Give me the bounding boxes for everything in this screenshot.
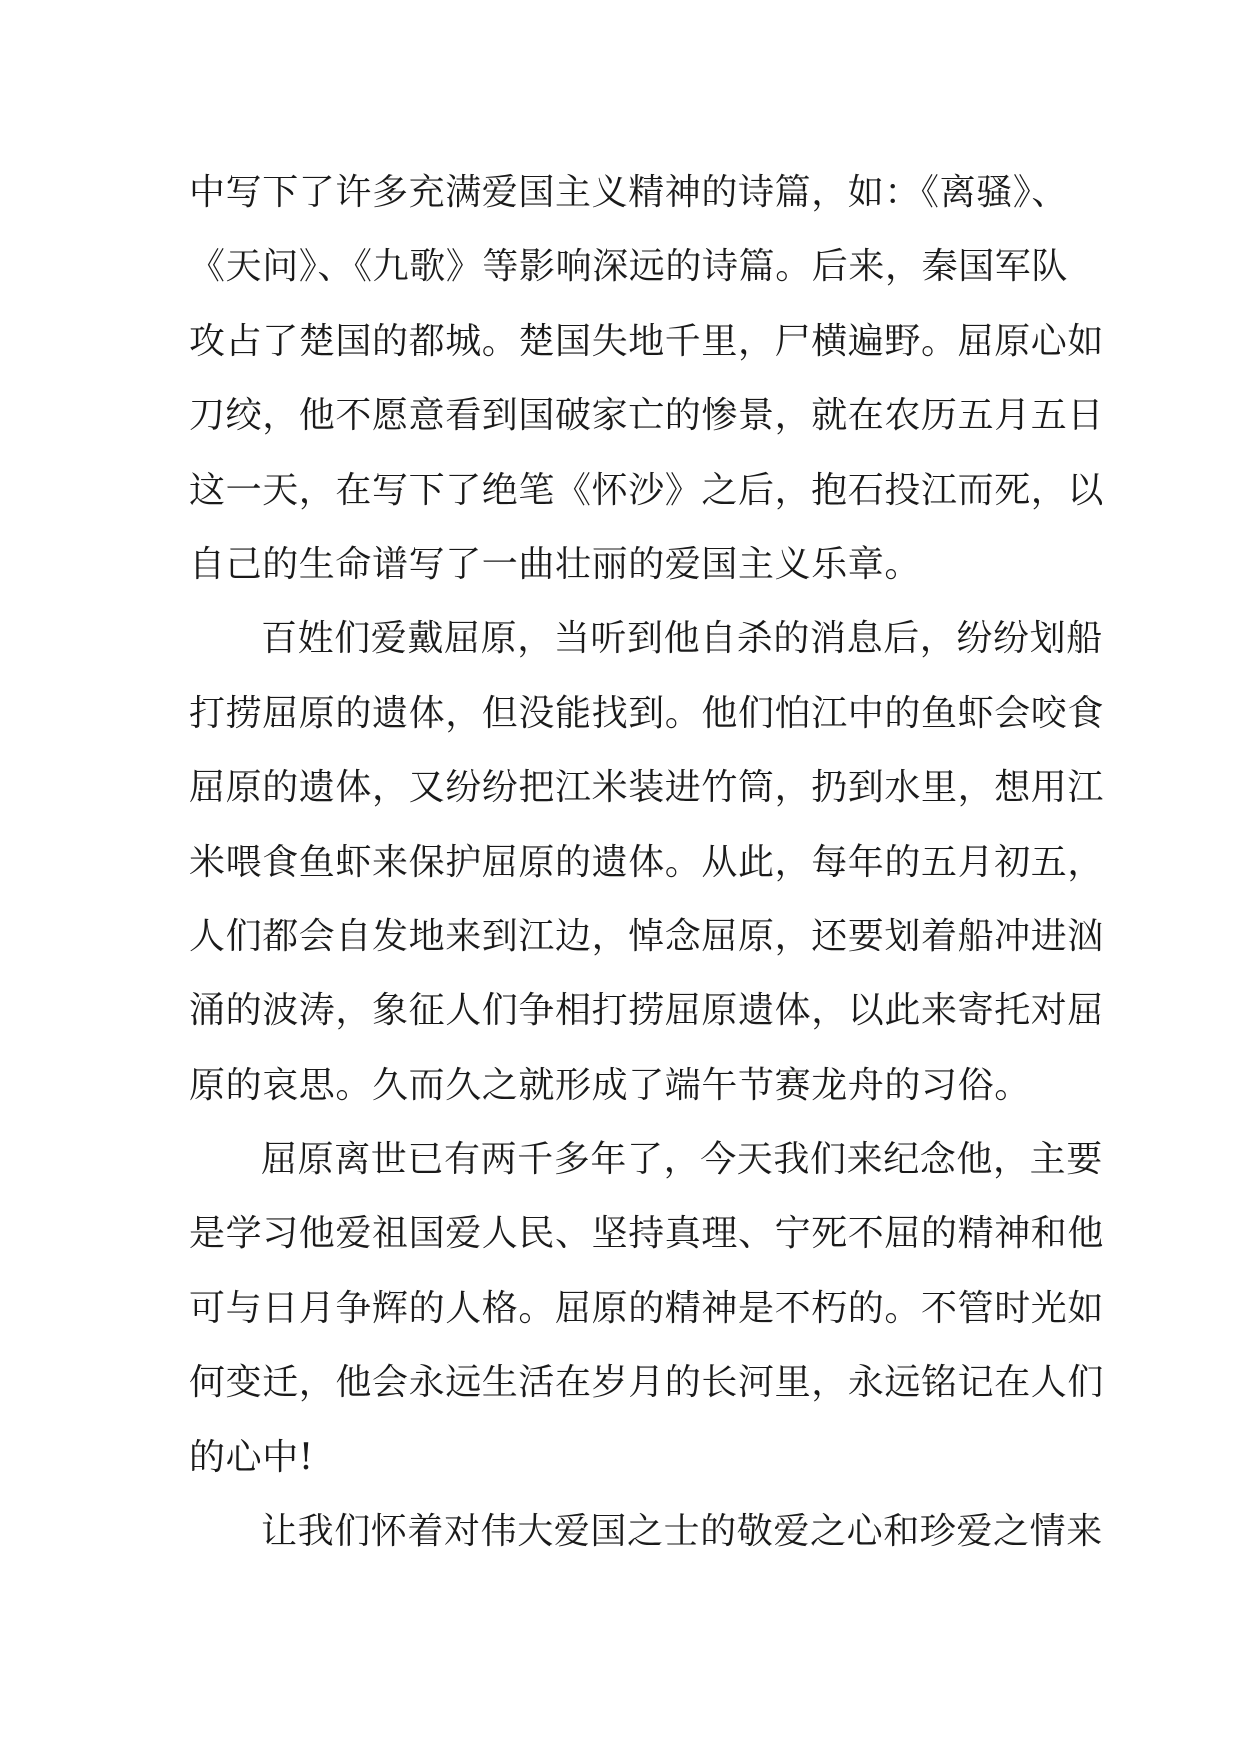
text-line: 中写下了许多充满爱国主义精神的诗篇，如：《离骚》、 bbox=[189, 172, 1069, 213]
text-line: 人们都会自发地来到江边，悼念屈原，还要划着船冲进汹 bbox=[189, 915, 1105, 957]
text-line: 刀绞，他不愿意看到国破家亡的惨景，就在农历五月五日 bbox=[189, 395, 1105, 437]
text-line: 是学习他爱祖国爱人民、坚持真理、宁死不屈的精神和他 bbox=[189, 1213, 1105, 1255]
text-line: 这一天，在写下了绝笔《怀沙》之后，抱石投江而死，以 bbox=[189, 469, 1105, 511]
text-line: 攻占了楚国的都城。楚国失地千里，尸横遍野。屈原心如 bbox=[189, 320, 1105, 362]
paragraph-start-line: 百姓们爱戴屈原，当听到他自杀的消息后，纷纷划船 bbox=[261, 618, 1103, 660]
body-text bbox=[189, 156, 1105, 1569]
text-line: 自己的生命谱写了一曲壮丽的爱国主义乐章。 bbox=[189, 543, 922, 585]
text-line: 米喂食鱼虾来保护屈原的遗体。从此，每年的五月初五， bbox=[189, 841, 1105, 883]
paragraph-start-line: 屈原离世已有两千多年了，今天我们来纪念他，主要 bbox=[261, 1139, 1103, 1181]
text-line: 屈原的遗体，又纷纷把江米装进竹筒，扔到水里，想用江 bbox=[189, 767, 1105, 809]
paragraph-start-line: 让我们怀着对伟大爱国之士的敬爱之心和珍爱之情来 bbox=[261, 1511, 1103, 1553]
text-line: 的心中! bbox=[189, 1436, 314, 1478]
text-line: 《天问》、《九歌》等影响深远的诗篇。后来，秦国军队 bbox=[189, 246, 1069, 288]
text-line: 涌的波涛，象征人们争相打捞屈原遗体，以此来寄托对屈 bbox=[189, 990, 1105, 1032]
text-line: 原的哀思。久而久之就形成了端午节赛龙舟的习俗。 bbox=[189, 1064, 1031, 1106]
text-line: 可与日月争辉的人格。屈原的精神是不朽的。不管时光如 bbox=[189, 1287, 1105, 1329]
text-line: 何变迁，他会永远生活在岁月的长河里，永远铭记在人们 bbox=[189, 1362, 1105, 1404]
text-line: 打捞屈原的遗体，但没能找到。他们怕江中的鱼虾会咬食 bbox=[189, 692, 1105, 734]
